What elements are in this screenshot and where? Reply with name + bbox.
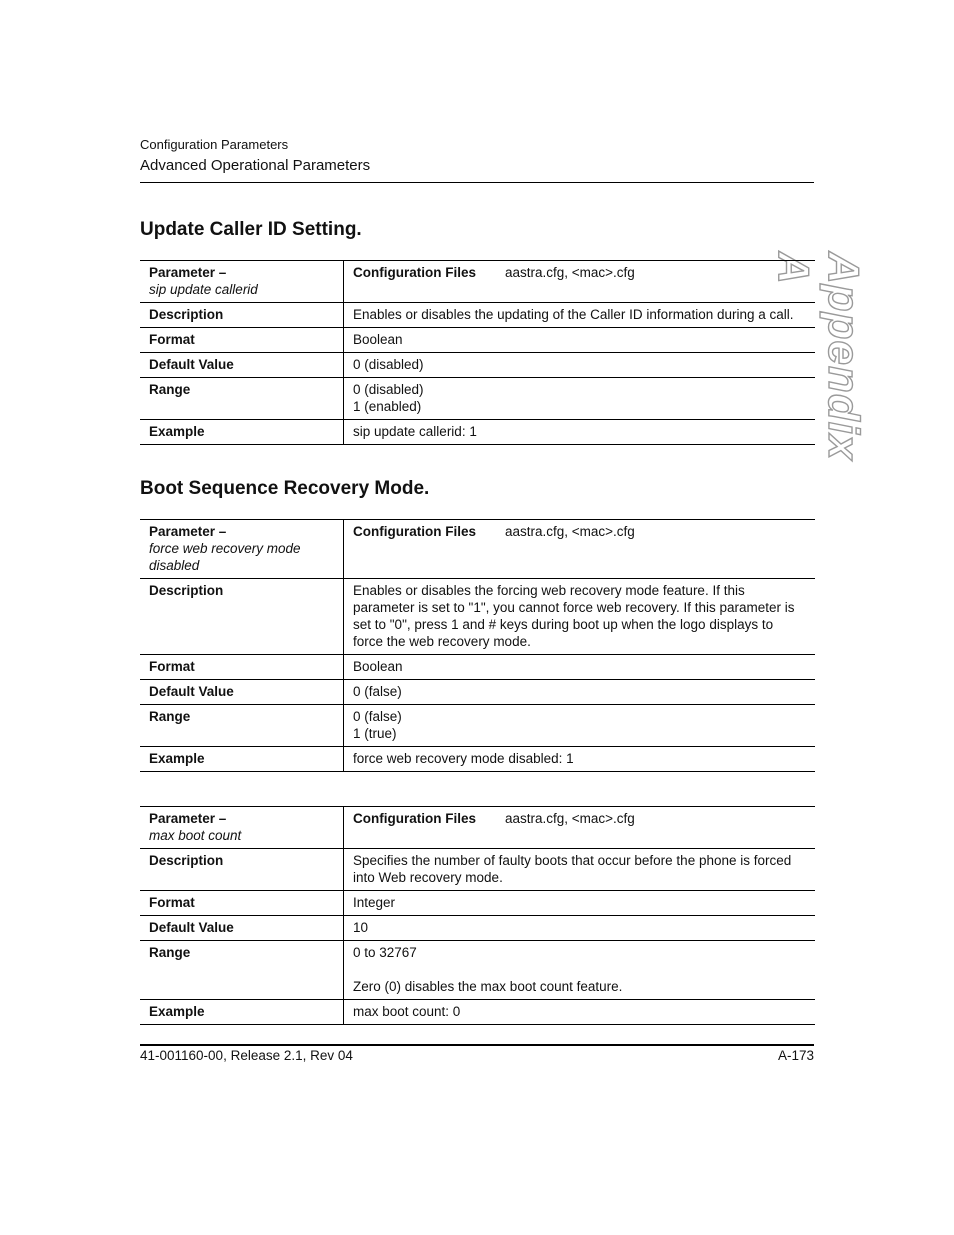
- row-key: Format: [140, 328, 344, 353]
- table-row: [140, 747, 815, 772]
- footer-page-number: A-173: [777, 1048, 814, 1063]
- row-key: Example: [140, 1000, 344, 1025]
- row-key: Default Value: [140, 353, 344, 378]
- config-files-value: aastra.cfg, <mac>.cfg: [505, 524, 635, 539]
- row-value: max boot count: 0: [344, 1000, 816, 1025]
- row-key: Default Value: [140, 680, 344, 705]
- table-row: [140, 303, 815, 328]
- row-value: Boolean: [344, 655, 816, 680]
- row-value-line: Zero (0) disables the max boot count feature.: [353, 979, 623, 994]
- table-row: [140, 579, 815, 655]
- table-row: [140, 849, 815, 891]
- row-key: Example: [140, 420, 344, 445]
- row-key: Range: [140, 378, 344, 420]
- row-key: Format: [140, 655, 344, 680]
- table-row: [140, 261, 815, 303]
- row-value: Specifies the number of faulty boots that occur before the phone is forced into Web recovery mode.: [344, 849, 816, 891]
- config-files-value: aastra.cfg, <mac>.cfg: [505, 265, 635, 280]
- row-value-line: [353, 961, 806, 978]
- row-value: 0 (disabled): [344, 353, 816, 378]
- row-key: Example: [140, 747, 344, 772]
- table-row: [140, 420, 815, 445]
- row-key: Description: [140, 849, 344, 891]
- table-row: [140, 705, 815, 747]
- table-row: [140, 1000, 815, 1025]
- table-row: [140, 807, 815, 849]
- row-value: 10: [344, 916, 816, 941]
- table-heading: Update Caller ID Setting.: [140, 219, 362, 240]
- row-key: Range: [140, 705, 344, 747]
- config-files-value: aastra.cfg, <mac>.cfg: [505, 811, 635, 826]
- row-value: Boolean: [344, 328, 816, 353]
- row-key: Description: [140, 579, 344, 655]
- param-name: sip update callerid: [149, 282, 258, 297]
- param-name: max boot count: [149, 828, 242, 843]
- table-row: [140, 378, 815, 420]
- row-value-line: 1 (true): [353, 726, 397, 741]
- row-value: 0 (false): [344, 680, 816, 705]
- row-key: Default Value: [140, 916, 344, 941]
- table-heading: Boot Sequence Recovery Mode.: [140, 478, 430, 499]
- footer-rule: [140, 1044, 814, 1046]
- table-row: [140, 680, 815, 705]
- row-value: sip update callerid: 1: [344, 420, 816, 445]
- parameter-table: [140, 519, 815, 772]
- parameter-table: [140, 806, 815, 1025]
- config-files-label: Configuration Files: [353, 811, 476, 826]
- param-name: force web recovery mode disabled: [149, 541, 301, 573]
- header-section-title: Configuration Parameters: [140, 137, 289, 152]
- header-subsection-title: Advanced Operational Parameters: [140, 157, 371, 174]
- row-value: Enables or disables the updating of the Caller ID information during a call.: [344, 303, 816, 328]
- table-row: [140, 941, 815, 1000]
- param-label: Parameter –: [149, 811, 227, 826]
- appendix-side-tab: Appendix A: [769, 252, 868, 461]
- row-value-line: 0 (disabled): [353, 382, 424, 397]
- parameter-table: [140, 260, 815, 445]
- param-label: Parameter –: [149, 265, 227, 280]
- header-rule: [140, 182, 814, 183]
- row-value-line: 0 to 32767: [353, 945, 417, 960]
- table-row: [140, 520, 815, 579]
- table-row: [140, 353, 815, 378]
- config-files-label: Configuration Files: [353, 524, 476, 539]
- table-row: [140, 916, 815, 941]
- table-row: [140, 655, 815, 680]
- param-label: Parameter –: [149, 524, 227, 539]
- row-key: Description: [140, 303, 344, 328]
- row-value: Enables or disables the forcing web recovery mode feature. If this parameter is set to "1", you cannot force web recovery. If this parameter is set to "0", press 1 and # keys during boot up when the logo displays to force the web recovery mode.: [344, 579, 816, 655]
- footer-doc-id: 41-001160-00, Release 2.1, Rev 04: [140, 1048, 353, 1063]
- row-value: Integer: [344, 891, 816, 916]
- row-key: Range: [140, 941, 344, 1000]
- row-key: Format: [140, 891, 344, 916]
- row-value: force web recovery mode disabled: 1: [344, 747, 816, 772]
- row-value-line: 1 (enabled): [353, 399, 422, 414]
- config-files-label: Configuration Files: [353, 265, 476, 280]
- row-value-line: 0 (false): [353, 709, 402, 724]
- table-row: [140, 328, 815, 353]
- table-row: [140, 891, 815, 916]
